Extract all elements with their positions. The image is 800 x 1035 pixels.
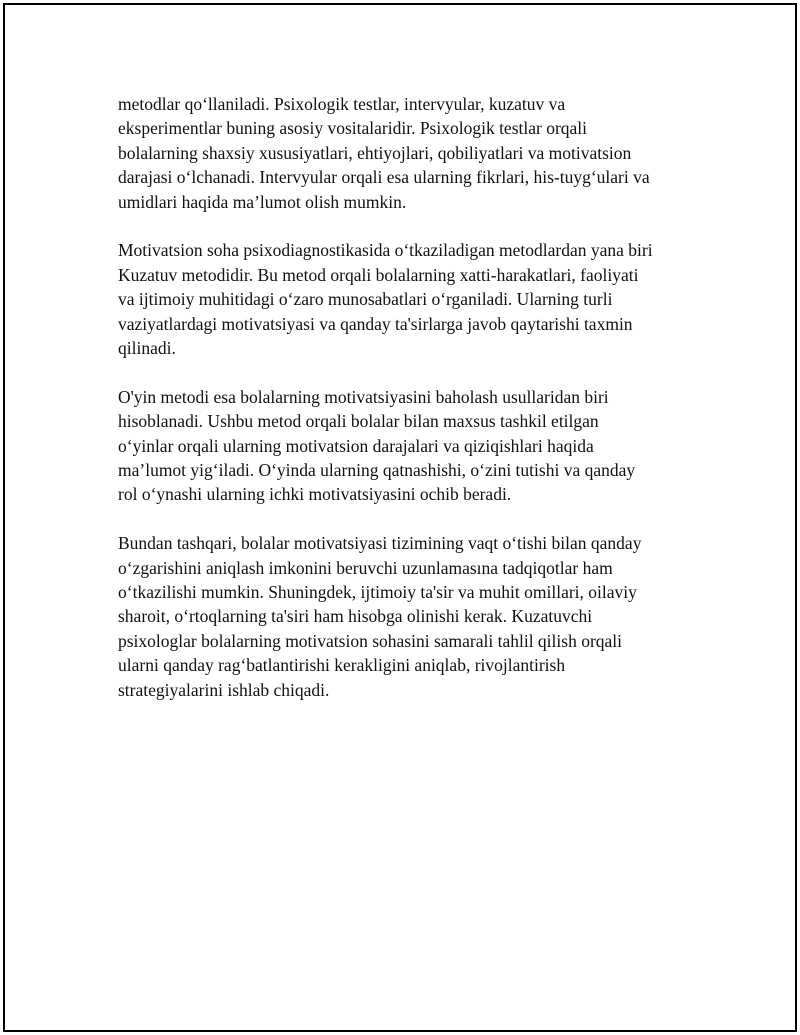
paragraph-observation-method: Motivatsion soha psixodiagnostikasida o‘tkaziladigan metodlardan yana biri Kuzatuv metodidir. Bu metod orqali bolalarning xatti-harakatlari, faoliyati va ijtimoiy muhitidagi o‘zaro munosabatlari o‘rganiladi. Ularning turli vaziyatlardagi motivatsiyasi va qanday ta'sirlarga javob qaytarishi taxmin qilinadi.	[118, 240, 653, 359]
paragraph-methods: metodlar qo‘llaniladi. Psixologik testlar, intervyular, kuzatuv va eksperimentlar buning asosiy vositalaridir. Psixologik testlar orqali bolalarning shaxsiy xususiyatlari, ehtiyojlari, qobiliyatlari va motivatsion darajasi o‘lchanadi. Intervyular orqali esa ularning fikrlari, his-tuyg‘ulari va umidlari haqida ma’lumot olish mumkin.	[118, 94, 650, 212]
paragraph-game-method: O'yin metodi esa bolalarning motivatsiyasini baholash usullaridan biri hisoblanadi. Ushbu metod orqali bolalar bilan maxsus tashkil etilgan o‘yinlar orqali ularning motivatsion darajalari va qiziqishlari haqida ma’lumot yig‘iladi. O‘yinda ularning qatnashishi, o‘zini tutishi va qanday rol o‘ynashi ularning ichki motivatsiyasini ochib beradi.	[118, 386, 636, 505]
document-body	[118, 92, 698, 727]
paragraph-longitudinal-research: Bundan tashqari, bolalar motivatsiyasi tizimining vaqt o‘tishi bilan qanday o‘zgarishini aniqlash imkonini beruvchi uzunlamasına tadqiqotlar ham o‘tkazilishi mumkin. Shuningdek, ijtimoiy ta'sir va muhit omillari, oilaviy sharoit, o‘rtoqlarning ta'siri ham hisobga olinishi kerak. Kuzatuvchi psixologlar bolalarning motivatsion sohasini samarali tahlil qilish orqali ularni qanday rag‘batlantirishi kerakligini aniqlab, rivojlantirish strategiyalarini ishlab chiqadi.	[118, 533, 642, 700]
